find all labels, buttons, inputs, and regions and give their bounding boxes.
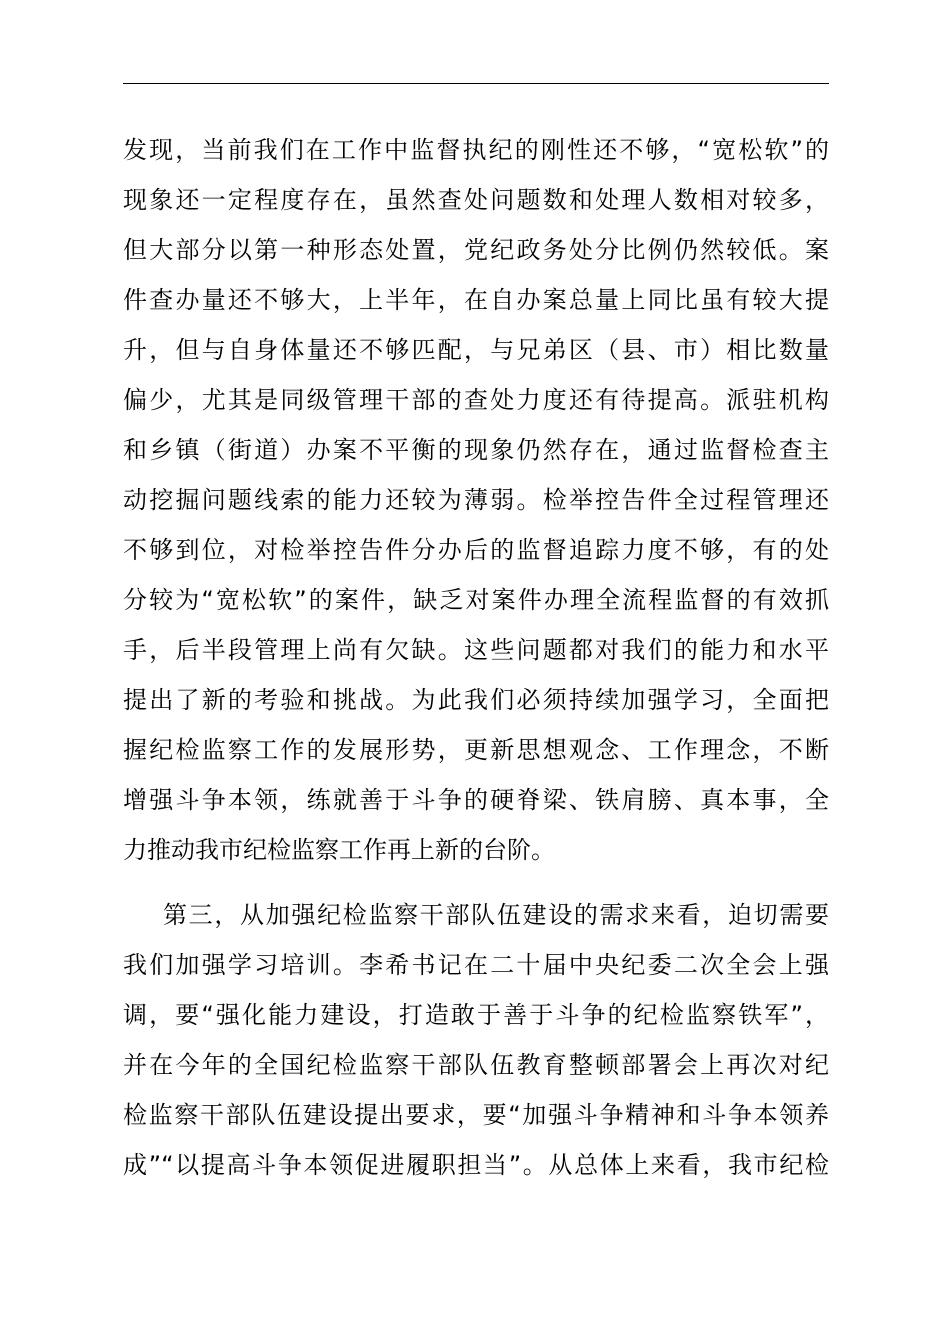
paragraph-1-line: 提出了新的考验和挑战。为此我们必须持续加强学习，全面把 — [123, 686, 829, 714]
paragraph-1-line: 升，但与自身体量还不够匹配，与兄弟区（县、市）相比数量 — [123, 336, 829, 364]
paragraph-2-line: 我们加强学习培训。李希书记在二十届中央纪委二次全会上强 — [123, 951, 829, 979]
paragraph-1-line: 但大部分以第一种形态处置，党纪政务处分比例仍然较低。案 — [123, 236, 829, 264]
paragraph-1-line: 增强斗争本领，练就善于斗争的硬脊梁、铁肩膀、真本事，全 — [123, 786, 829, 814]
paragraph-1-line: 手，后半段管理上尚有欠缺。这些问题都对我们的能力和水平 — [123, 636, 829, 664]
paragraph-1-line: 现象还一定程度存在，虽然查处问题数和处理人数相对较多， — [123, 186, 829, 214]
paragraph-1-line: 和乡镇（街道）办案不平衡的现象仍然存在，通过监督检查主 — [123, 436, 829, 464]
paragraph-2-line: 并在今年的全国纪检监察干部队伍教育整顿部署会上再次对纪 — [123, 1051, 829, 1079]
paragraph-1-line: 偏少，尤其是同级管理干部的查处力度还有待提高。派驻机构 — [123, 386, 829, 414]
paragraph-1-last-line: 力推动我市纪检监察工作再上新的台阶。 — [123, 836, 555, 864]
paragraph-2-line: 成”“以提高斗争本领促进履职担当”。从总体上来看，我市纪检 — [123, 1151, 829, 1179]
paragraph-1-line: 分较为“宽松软”的案件，缺乏对案件办理全流程监督的有效抓 — [123, 586, 829, 614]
paragraph-1-line: 不够到位，对检举控告件分办后的监督追踪力度不够，有的处 — [123, 536, 829, 564]
paragraph-2-line: 检监察干部队伍建设提出要求，要“加强斗争精神和斗争本领养 — [123, 1101, 829, 1129]
paragraph-2-line: 调，要“强化能力建设，打造敢于善于斗争的纪检监察铁军”， — [123, 1001, 829, 1029]
header-rule — [123, 83, 829, 84]
paragraph-1-line: 动挖掘问题线索的能力还较为薄弱。检举控告件全过程管理还 — [123, 486, 829, 514]
paragraph-1-line: 件查办量还不够大，上半年，在自办案总量上同比虽有较大提 — [123, 286, 829, 314]
paragraph-1-line: 握纪检监察工作的发展形势，更新思想观念、工作理念，不断 — [123, 736, 829, 764]
paragraph-2-first-line: 第三，从加强纪检监察干部队伍建设的需求来看，迫切需要 — [163, 901, 829, 929]
paragraph-1-line: 发现，当前我们在工作中监督执纪的刚性还不够，“宽松软”的 — [123, 136, 829, 164]
